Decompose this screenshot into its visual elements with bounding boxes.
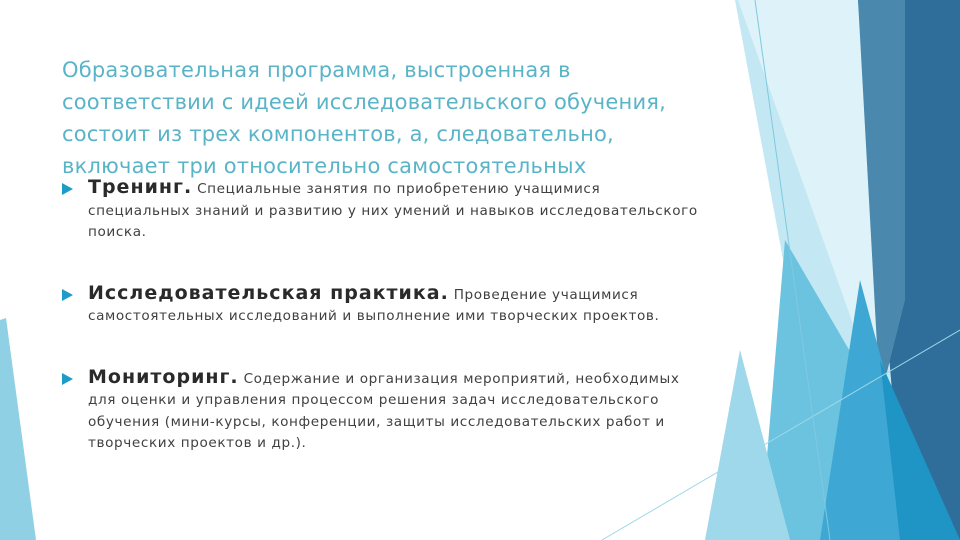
item-text: Специальные занятия по приобретению учащимися специальных знаний и развитию у них умений и навыков исследовательского поиска. xyxy=(88,181,698,240)
left-triangle-shape xyxy=(0,318,36,540)
triangle-bullet-icon xyxy=(62,373,73,385)
triangle-bullet-icon xyxy=(62,183,73,195)
bullet-list xyxy=(62,177,702,455)
list-item-training xyxy=(62,177,702,244)
item-term: Тренинг. xyxy=(88,176,193,198)
item-term: Мониторинг. xyxy=(88,365,239,388)
item-text: Содержание и организация мероприятий, необходимых для оценки и управления процессом решения задач исследовательского обучения (мини-курсы, конференции, защиты исследовательских работ и творческих проектов и др.). xyxy=(88,370,680,451)
list-item-research-practice xyxy=(62,283,702,328)
triangle-bullet-icon xyxy=(62,289,73,301)
list-item-monitoring xyxy=(62,367,702,455)
item-term: Исследовательская практика. xyxy=(88,281,449,304)
slide-title: Образовательная программа, выстроенная в соответствии с идеей исследовательского обучения, состоит из трех компонентов, а, следовательно, включает три относительно самостоятельных xyxy=(62,58,667,178)
item-text: Проведение учащимися самостоятельных исследований и выполнение ими творческих проектов. xyxy=(88,286,660,324)
